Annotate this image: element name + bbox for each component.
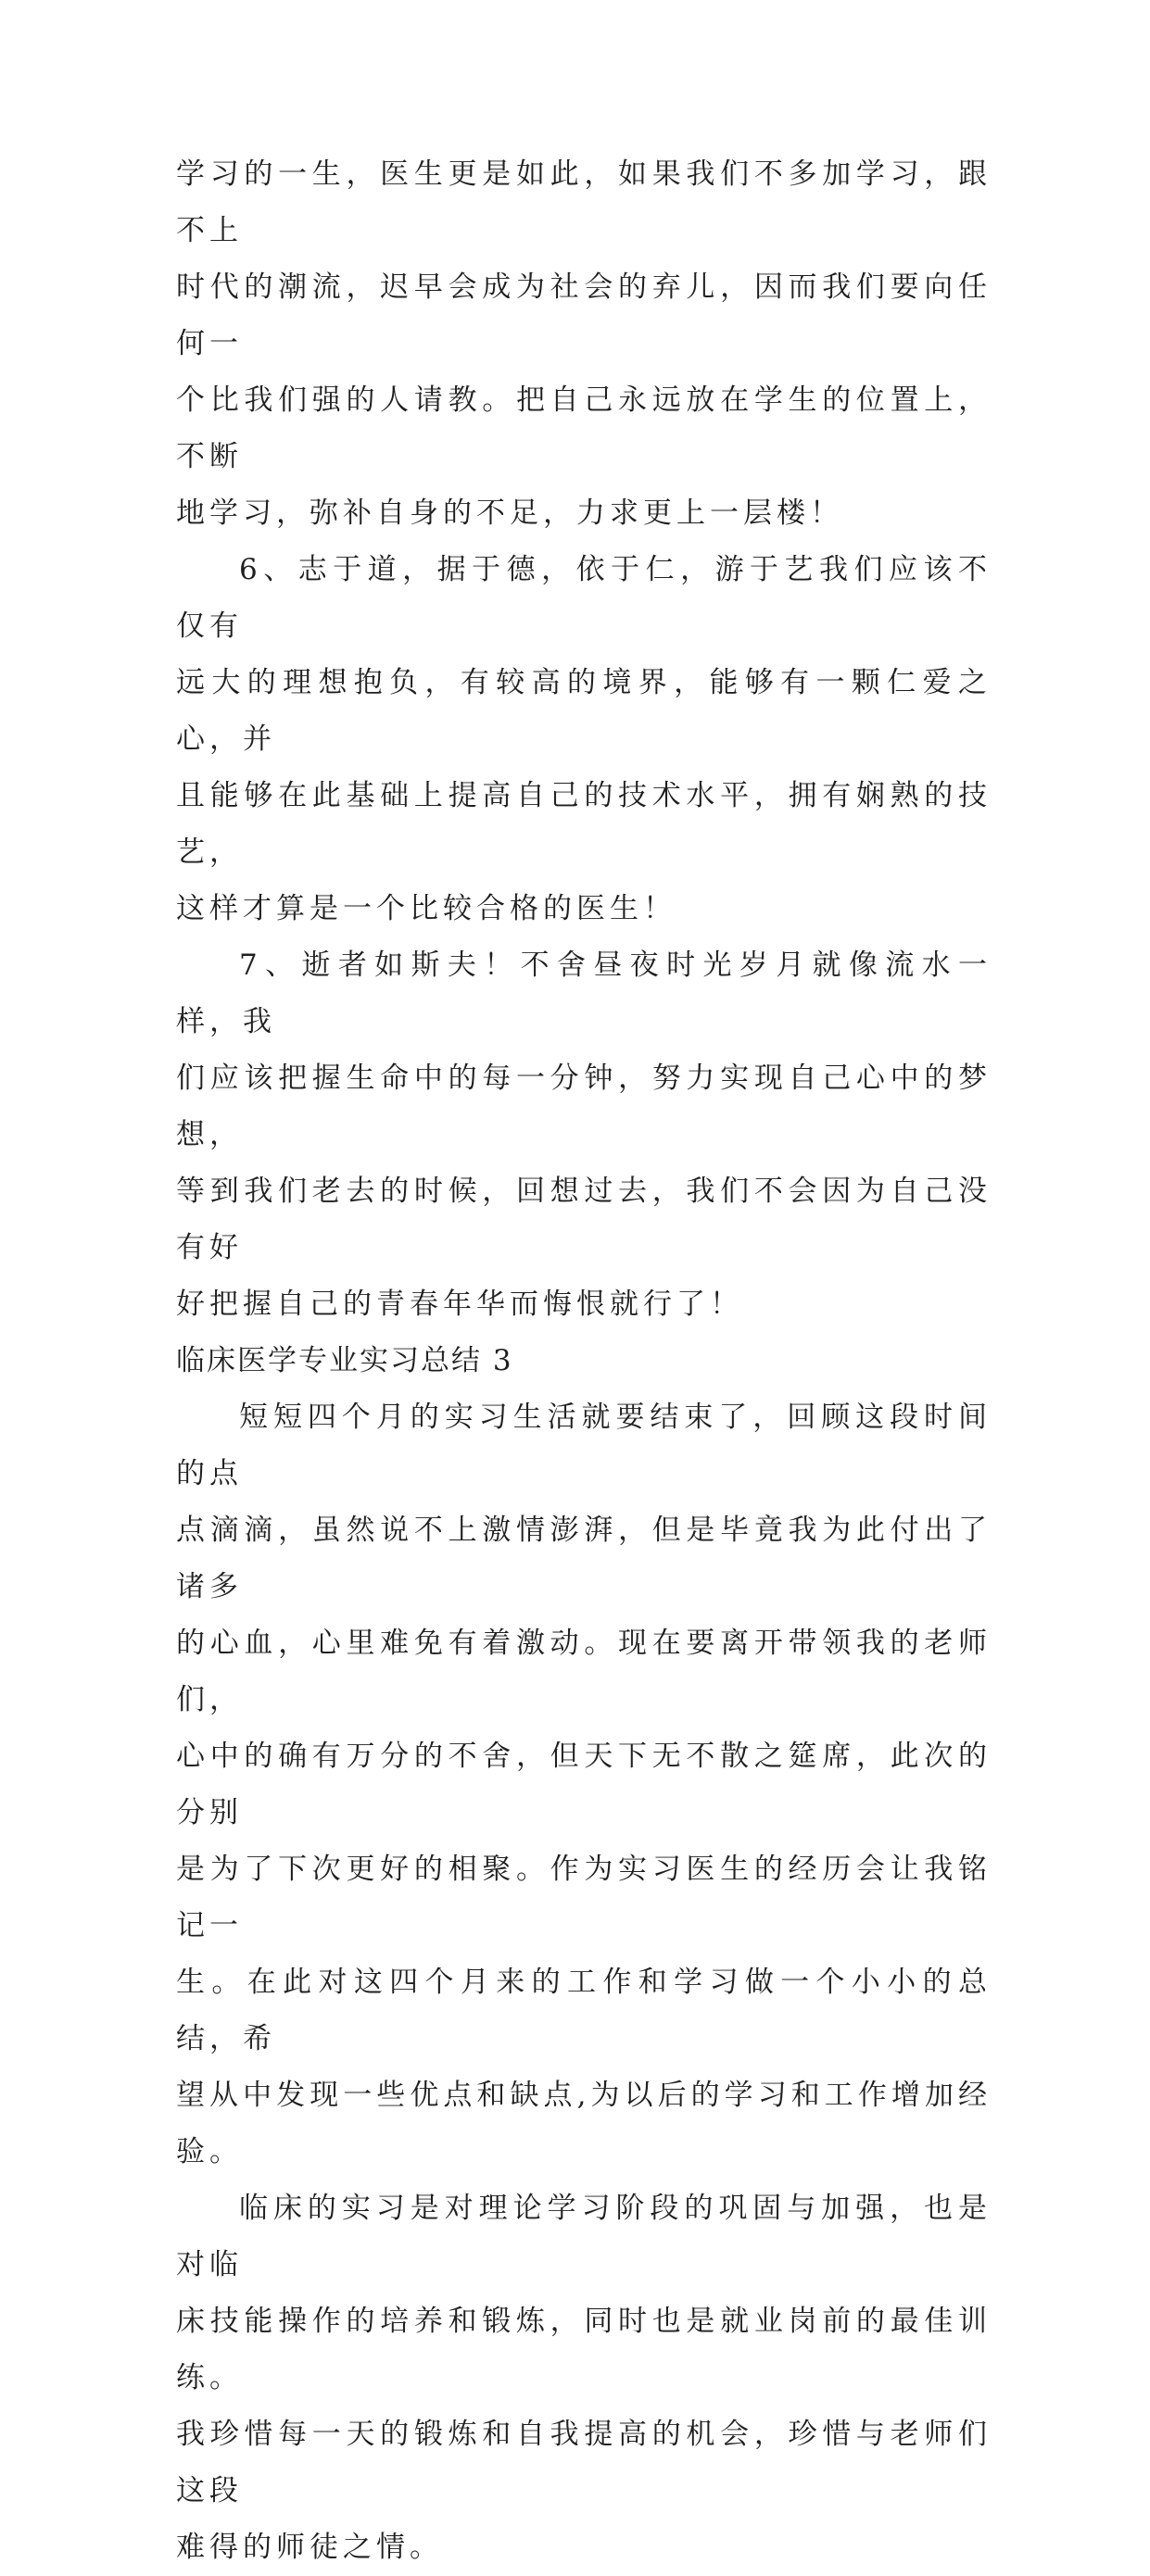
text-line: 我珍惜每一天的锻炼和自我提高的机会，珍惜与老师们这段 (176, 2418, 992, 2507)
text-line: 远大的理想抱负，有较高的境界，能够有一颗仁爱之心，并 (176, 666, 992, 756)
text-line: 生。在此对这四个月来的工作和学习做一个小小的总结，希 (176, 1966, 992, 2055)
text-line: 床技能操作的培养和锻炼，同时也是就业岗前的最佳训练。 (176, 2305, 992, 2394)
paragraph-item-6 (176, 542, 992, 937)
text-line: 且能够在此基础上提高自己的技术水平，拥有娴熟的技艺， (176, 779, 992, 869)
paragraph-continuation (176, 146, 992, 542)
text-line: 难得的师徒之情。 (176, 2531, 443, 2564)
text-line: 望从中发现一些优点和缺点,为以后的学习和工作增加经验。 (176, 2079, 992, 2168)
text-line: 们应该把握生命中的每一分钟，努力实现自己心中的梦想， (176, 1062, 992, 1151)
text-line: 7、逝者如斯夫！不舍昼夜时光岁月就像流水一样，我 (176, 949, 992, 1038)
text-line: 学习的一生，医生更是如此，如果我们不多加学习，跟不上 (176, 157, 992, 247)
text-line: 等到我们老去的时候，回想过去，我们不会因为自己没有好 (176, 1175, 992, 1264)
text-line: 心中的确有万分的不舍，但天下无不散之筵席，此次的分别 (176, 1740, 992, 1829)
text-line: 这样才算是一个比较合格的医生！ (176, 892, 676, 925)
text-line: 临床的实习是对理论学习阶段的巩固与加强，也是对临 (176, 2192, 992, 2281)
paragraph-summary-clinical (176, 2180, 992, 2576)
text-line: 地学习，弥补自身的不足，力求更上一层楼！ (176, 496, 843, 530)
text-line: 短短四个月的实习生活就要结束了，回顾这段时间的点 (176, 1401, 992, 1490)
text-line: 是为了下次更好的相聚。作为实习医生的经历会让我铭记一 (176, 1853, 992, 1942)
text-line: 的心血，心里难免有着激动。现在要离开带领我的老师们， (176, 1627, 992, 1716)
text-line: 个比我们强的人请教。把自己永远放在学生的位置上，不断 (176, 383, 992, 473)
text-line: 6、志于道，据于德，依于仁，游于艺我们应该不仅有 (176, 553, 992, 643)
document-body (176, 146, 992, 2576)
text-line: 好把握自己的青春年华而悔恨就行了！ (176, 1288, 743, 1321)
text-line: 点滴滴，虽然说不上激情澎湃，但是毕竟我为此付出了诸多 (176, 1514, 992, 1603)
paragraph-summary-intro (176, 1389, 992, 2180)
text-line: 时代的潮流，迟早会成为社会的弃儿，因而我们要向任何一 (176, 270, 992, 360)
paragraph-item-7 (176, 937, 992, 1333)
section-title: 临床医学专业实习总结 3 (176, 1344, 513, 1377)
